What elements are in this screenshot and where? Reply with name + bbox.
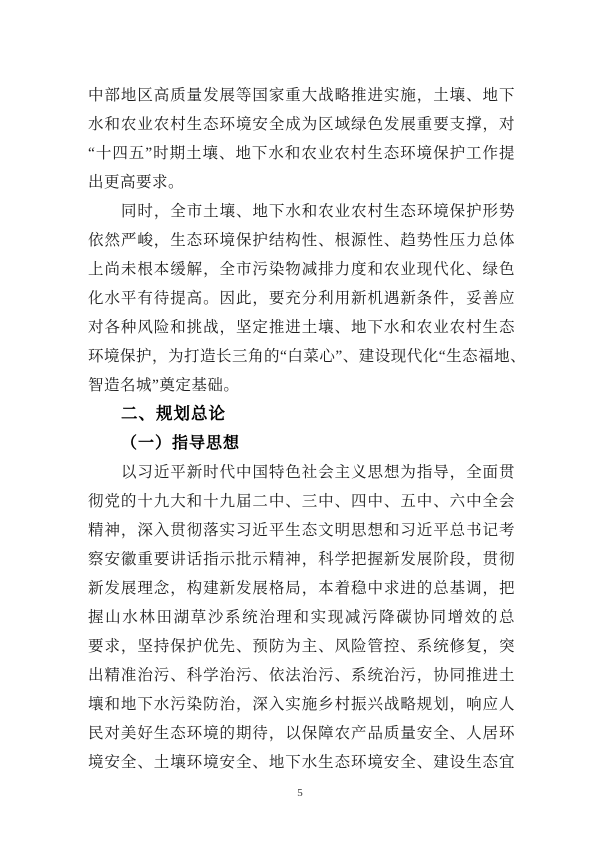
text-line: 智造名城”奠定基础。 xyxy=(88,377,240,394)
text-line: 对各种风险和挑战，坚定推进土壤、地下水和农业农村生态 xyxy=(88,319,515,336)
body-text xyxy=(88,81,527,777)
text-line: 新发展理念，构建新发展格局，本着稳中求进的总基调，把 xyxy=(88,580,515,597)
text-line: 出更高要求。 xyxy=(88,174,185,191)
text-line: 同时，全市土壤、地下水和农业农村生态环境保护形势 xyxy=(121,203,515,220)
page-footer xyxy=(0,783,600,801)
page-number: 5 xyxy=(297,787,303,799)
text-line: 出精准治污、科学治污、依法治污、系统治污，协同推进土 xyxy=(88,667,515,684)
text-line: 依然严峻，生态环境保护结构性、根源性、趋势性压力总体 xyxy=(88,232,515,249)
text-line: 彻党的十九大和十九届二中、三中、四中、五中、六中全会 xyxy=(88,493,515,510)
section-heading: 二、规划总论 xyxy=(121,405,226,423)
text-line: 壤和地下水污染防治，深入实施乡村振兴战略规划，响应人 xyxy=(88,696,515,713)
text-line: 境安全、土壤环境安全、地下水生态环境安全、建设生态宜 xyxy=(88,754,515,771)
text-line: “十四五”时期土壤、地下水和农业农村生态环境保护工作提 xyxy=(88,145,515,162)
text-line: 握山水林田湖草沙系统治理和实现减污降碳协同增效的总 xyxy=(88,609,515,626)
text-line: 要求，坚持保护优先、预防为主、风险管控、系统修复，突 xyxy=(88,638,515,655)
text-line: 中部地区高质量发展等国家重大战略推进实施，土壤、地下 xyxy=(88,87,515,104)
text-line: 以习近平新时代中国特色社会主义思想为指导，全面贯 xyxy=(121,464,515,481)
text-line: 民对美好生态环境的期待，以保障农产品质量安全、人居环 xyxy=(88,725,515,742)
text-line: 察安徽重要讲话指示批示精神，科学把握新发展阶段，贯彻 xyxy=(88,551,515,568)
text-line: 水和农业农村生态环境安全成为区域绿色发展重要支撑，对 xyxy=(88,116,515,133)
text-line: 化水平有待提高。因此，要充分利用新机遇新条件，妥善应 xyxy=(88,290,515,307)
subsection-heading: （一）指导思想 xyxy=(121,435,241,452)
text-line: 上尚未根本缓解，全市污染物减排力度和农业现代化、绿色 xyxy=(88,261,515,278)
text-line: 环境保护，为打造长三角的“白菜心”、建设现代化“生态福地、 xyxy=(88,348,527,365)
text-line: 精神，深入贯彻落实习近平生态文明思想和习近平总书记考 xyxy=(88,522,515,539)
